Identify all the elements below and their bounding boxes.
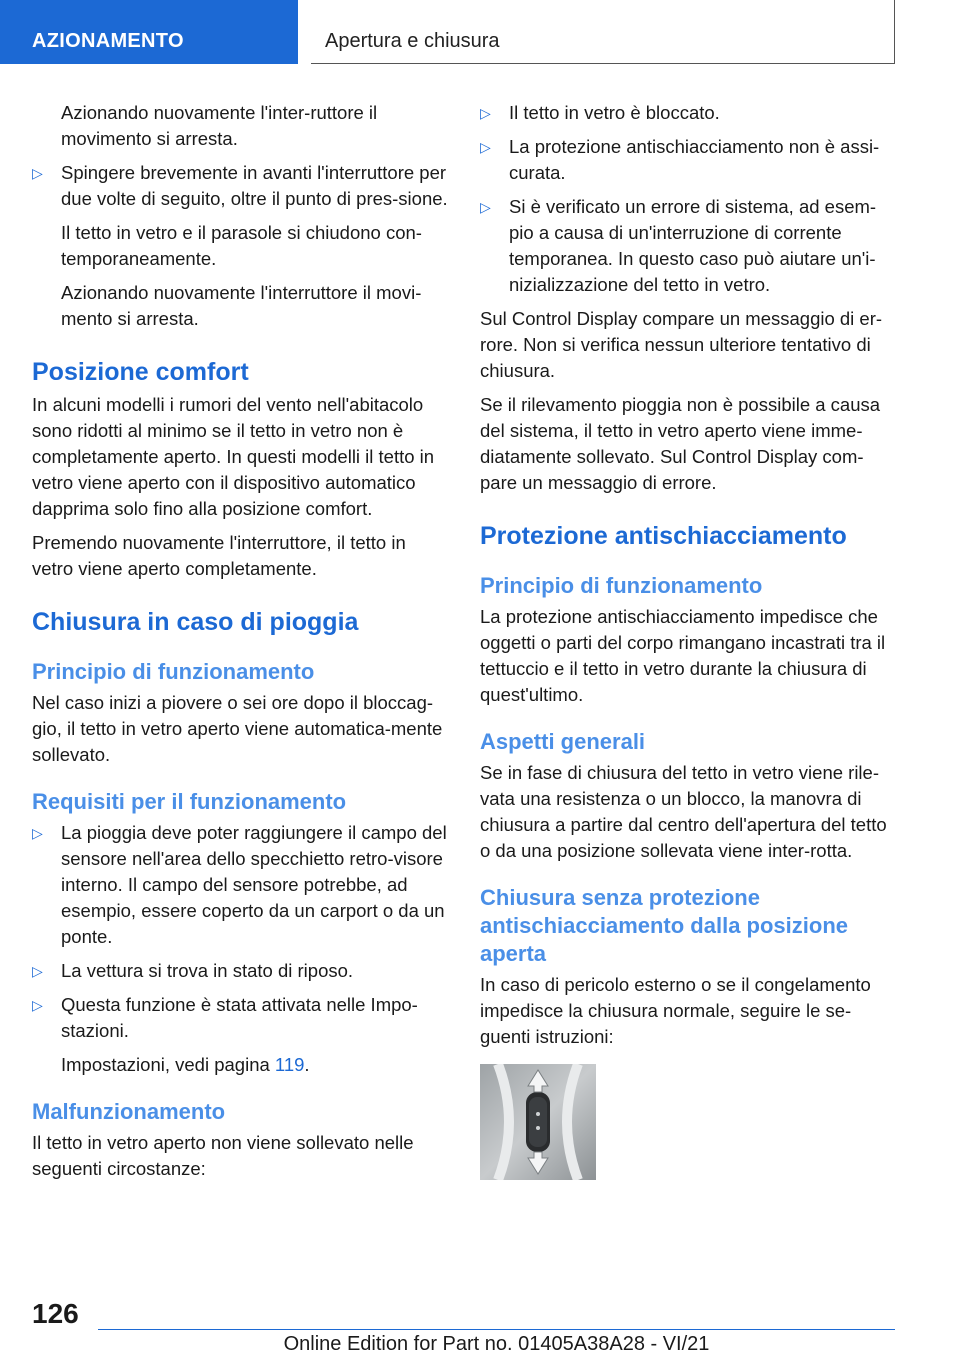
subheading-principle: Principio di funzionamento (32, 659, 315, 684)
paragraph: In alcuni modelli i rumori del vento nell'abitacolo sono ridotti al minimo se il tetto in vetro non è completamente aperto. In questi modelli il tetto in vetro viene aperto con il dispositivo automatico dapprima solo fino alla posizione comfort. (32, 394, 435, 519)
triangle-bullet-icon: ▷ (32, 165, 43, 181)
paragraph: In caso di pericolo esterno o se il congelamento impedisce la chiusura normale, seguire le se-guenti istruzioni: (480, 974, 871, 1047)
subheading-malfunction: Malfunzionamento (32, 1099, 226, 1124)
chapter-title: Apertura e chiusura (311, 0, 895, 64)
subheading-general: Aspetti generali (480, 729, 646, 754)
triangle-bullet-icon: ▷ (32, 825, 43, 841)
list-item (32, 820, 450, 950)
paragraph: Se il rilevamento pioggia non è possibile a causa del sistema, il tetto in vetro aperto viene imme-diatamente sollevato. Sul Control Display com-pare un messaggio di errore. (480, 394, 881, 493)
paragraph: Azionando nuovamente l'interruttore il movi-mento si arresta. (61, 282, 422, 329)
subheading-closing-without-protection: Chiusura senza protezione antischiacciamento dalla posizione aperta (480, 885, 848, 966)
triangle-bullet-icon: ▷ (32, 997, 43, 1013)
paragraph: Azionando nuovamente l'inter-ruttore il movimento si arresta. (61, 102, 378, 149)
heading-rain-closing: Chiusura in caso di pioggia (32, 608, 359, 636)
list-item-text: La pioggia deve poter raggiungere il campo del sensore nell'area dello specchietto retro-visore interno. Il campo del sensore potrebbe, ad esempio, essere coperto da un carport o da un ponte. (61, 822, 447, 947)
footer-edition: Online Edition for Part no. 01405A38A28 - VI/21 (283, 1333, 710, 1355)
list-item-text: La protezione antischiacciamento non è assi-curata. (509, 136, 880, 183)
list-item (32, 160, 450, 212)
paragraph: Nel caso inizi a piovere o sei ore dopo il bloccag-gio, il tetto in vetro aperto viene automatica-mente sollevato. (32, 692, 443, 765)
heading-comfort: Posizione comfort (32, 358, 249, 386)
triangle-bullet-icon: ▷ (480, 105, 491, 121)
page-reference: Impostazioni, vedi pagina 119. (61, 1054, 310, 1075)
list-item (480, 100, 898, 126)
switch-illustration (480, 1064, 596, 1180)
page-link[interactable]: 119 (274, 1054, 305, 1075)
right-column (480, 100, 898, 1185)
paragraph: Il tetto in vetro e il parasole si chiudono con-temporaneamente. (61, 222, 422, 269)
paragraph: Sul Control Display compare un messaggio di er-rore. Non si verifica nessun ulteriore tentativo di chiusura. (480, 308, 883, 381)
footer-divider (98, 1329, 895, 1330)
subheading-principle: Principio di funzionamento (480, 573, 763, 598)
paragraph: La protezione antischiacciamento impedisce che oggetti o parti del corpo rimangano incastrati tra il tettuccio e il tetto in vetro durante la chiusura di quest'ultimo. (480, 606, 886, 705)
list-item (480, 134, 898, 186)
subheading-requirements: Requisiti per il funzionamento (32, 789, 347, 814)
heading-anti-pinch: Protezione antischiacciamento (480, 522, 847, 550)
list-item (32, 958, 450, 984)
section-tab: AZIONAMENTO (0, 0, 298, 64)
list-item-text: Spingere brevemente in avanti l'interruttore per due volte di seguito, oltre il punto di pres-sione. (61, 162, 448, 209)
list-item (32, 992, 450, 1044)
triangle-bullet-icon: ▷ (480, 199, 491, 215)
list-item-text: Il tetto in vetro è bloccato. (509, 102, 720, 123)
list-item-text: La vettura si trova in stato di riposo. (61, 960, 354, 981)
list-item-text: Questa funzione è stata attivata nelle Impo-stazioni. (61, 994, 418, 1041)
paragraph: Premendo nuovamente l'interruttore, il tetto in vetro viene aperto completamente. (32, 532, 406, 579)
paragraph: Il tetto in vetro aperto non viene sollevato nelle seguenti circostanze: (32, 1132, 414, 1179)
list-item-text: Si è verificato un errore di sistema, ad esem-pio a causa di un'interruzione di corrente temporanea. In questo caso può aiutare un'i-nizializzazione del tetto in vetro. (509, 196, 877, 295)
left-column (32, 100, 450, 1190)
page-number: 126 (32, 1298, 79, 1329)
triangle-bullet-icon: ▷ (480, 139, 491, 155)
list-item (480, 194, 898, 298)
paragraph: Se in fase di chiusura del tetto in vetro viene rile-vata una resistenza o un blocco, la manovra di chiusura a partire dal centro dell'apertura del tetto o da una posizione sollevata viene inter-rotta. (480, 762, 887, 861)
triangle-bullet-icon: ▷ (32, 963, 43, 979)
